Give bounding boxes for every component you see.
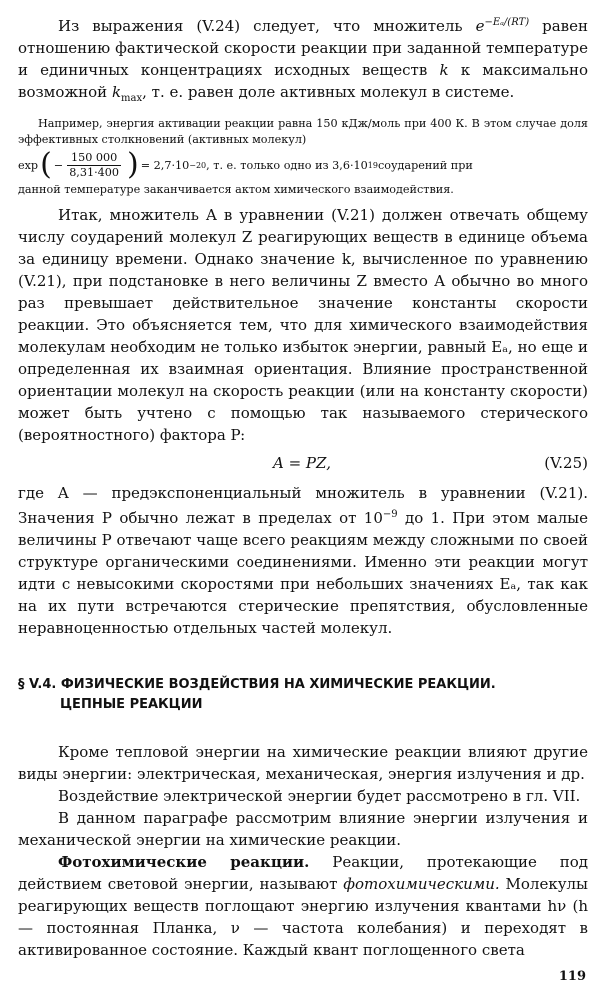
math-kmax: k bbox=[111, 83, 122, 101]
text: , т. е. только одно из 3,6·10 bbox=[206, 158, 368, 172]
result-exponent: −20 bbox=[189, 160, 207, 170]
text: к максимально возможной bbox=[18, 61, 588, 101]
example-formula bbox=[18, 148, 588, 182]
heading-line-1: § V.4. ФИЗИЧЕСКИЕ ВОЗДЕЙСТВИЯ НА ХИМИЧЕСКИЕ РЕАКЦИИ. bbox=[18, 677, 496, 692]
example-block bbox=[18, 116, 588, 198]
right-paren: ) bbox=[127, 147, 139, 182]
text: соударений при bbox=[377, 158, 473, 172]
paragraph-3 bbox=[18, 482, 588, 639]
page-content bbox=[18, 10, 588, 961]
text: Реакции, протекающие под действием световой энергии, называют bbox=[18, 853, 588, 893]
italic-term: фотохимическими. bbox=[343, 875, 500, 893]
paragraph-1 bbox=[18, 12, 588, 110]
paragraph-5: Воздействие электрической энергии будет рассмотрено в гл. VII. bbox=[58, 787, 581, 805]
text: Молекулы реагирующих веществ поглощают энергию излучения квантами hν (h — постоянная Планка, ν — частота колебания) и переходят в активированное состояние. Каждый квант поглощенного света bbox=[18, 875, 589, 959]
math-exponent: −9 bbox=[382, 509, 398, 520]
example-text-end: данной температуре заканчивается актом химического взаимодействия. bbox=[18, 183, 454, 196]
example-text: Например, энергия активации реакции равна 150 кДж/моль при 400 К. В этом случае доля эффективных столкновений (активных молекул) bbox=[18, 117, 588, 146]
bold-term: Фотохимические реакции. bbox=[58, 853, 310, 871]
fraction bbox=[65, 151, 123, 180]
exp-label: exp bbox=[18, 158, 39, 172]
minus-sign: − bbox=[53, 158, 64, 172]
math-k: k bbox=[439, 61, 449, 79]
paragraph-4: Кроме тепловой энергии на химические реакции влияют другие виды энергии: электрическая, механическая, энергия излучения и др. bbox=[18, 743, 588, 783]
result: = 2,7·10 bbox=[140, 158, 190, 172]
formula-tag: (V.25) bbox=[544, 454, 588, 472]
paragraph-2: Итак, множитель A в уравнении (V.21) должен отвечать общему числу соударений молекул Z реагирующих веществ в единице объема за единицу времени. Однако значение k, вычисленное по уравнению (V.21), при подстановке в него величины Z вместо A обычно во много раз превышает действительное значение константы скорости реакции. Это объясняется тем, что для химического взаимодействия молекулам необходим не только избыток энергии, равный Eₐ, но еще и определенная их взаимная ориентация. Влияние пространственной ориентации молекул на скорость реакции (или на константу скорости) может быть учтено с помощью так называемого стерического (вероятностного) фактора P: bbox=[18, 206, 588, 444]
left-paren: ( bbox=[40, 147, 52, 182]
text: где A — предэкспоненциальный множитель в уравнении (V.21). Значения P обычно лежат в пределах от 10 bbox=[18, 484, 588, 527]
numerator: 150 000 bbox=[67, 151, 121, 166]
heading-line-2: ЦЕПНЫЕ РЕАКЦИИ bbox=[60, 697, 203, 712]
paragraph-7 bbox=[18, 851, 588, 961]
paragraph-6: В данном параграфе рассмотрим влияние энергии излучения и механической энергии на химические реакции. bbox=[18, 809, 588, 849]
page-number: 119 bbox=[558, 969, 586, 984]
math-e: e bbox=[475, 17, 485, 35]
math-kmax-sub: max bbox=[121, 93, 143, 104]
count-exponent: 19 bbox=[367, 160, 378, 170]
text: Из выражения (V.24) следует, что множитель bbox=[58, 17, 476, 35]
formula-expression: A = PZ, bbox=[273, 454, 331, 472]
math-exponent: −Eₐ/(RT) bbox=[484, 17, 530, 28]
formula-v25 bbox=[18, 446, 588, 482]
denominator: 8,31·400 bbox=[69, 165, 120, 179]
text: равен отношению фактической скорости реакции при заданной температуре и единичных концентрациях исходных веществ bbox=[18, 17, 589, 79]
text: до 1. При этом малые величины P отвечают чаще всего реакциям между сложными по своей структуре органическими соединениями. Именно эти реакции могут идти с невысокими скоростями при небольших значениях Eₐ, так как на их пути встречаются стерические препятствия, обусловленные неравноценностью отдельных частей молекул. bbox=[18, 509, 588, 637]
section-heading bbox=[18, 675, 588, 715]
text: , т. е. равен доле активных молекул в системе. bbox=[142, 83, 515, 101]
